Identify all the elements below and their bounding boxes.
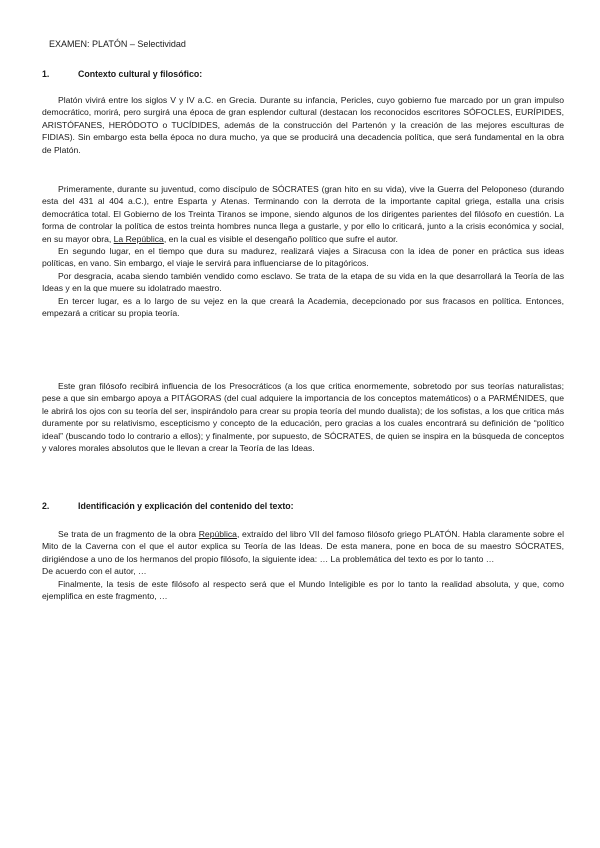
section-1-paragraph-5: En tercer lugar, es a lo largo de su vejez en la que creará la Academia, decepcionado por sus fracasos en política. Entonces, empezará a criticar su propia teoría. bbox=[42, 295, 564, 319]
book-title-republica: República bbox=[198, 529, 237, 539]
section-1-paragraph-3: En segundo lugar, en el tiempo que dura su madurez, realizará viajes a Siracusa con la idea de poner en práctica sus ideas políticas, en vano. Sin embargo, el viaje le servirá para influenciarse de lo pitagóricos. bbox=[42, 246, 564, 269]
paragraph-text: Se trata de un fragmento de la obra bbox=[58, 529, 199, 539]
section-2-heading bbox=[42, 500, 294, 512]
section-2-paragraph-2: De acuerdo con el autor, … bbox=[42, 566, 147, 577]
section-1-paragraph-2 bbox=[42, 183, 564, 245]
section-1-paragraph-6 bbox=[42, 380, 564, 454]
section-2-number: 2. bbox=[42, 501, 50, 511]
section-1-paragraph-1 bbox=[42, 94, 564, 156]
section-1-paragraphs-group bbox=[42, 183, 564, 319]
section-1-paragraph-4: Por desgracia, acaba siendo también vendido como esclavo. Se trata de la etapa de su vida en la que desarrollará la Teoría de las Ideas y en la que muere su idolatrado maestro. bbox=[42, 270, 564, 294]
section-1-heading bbox=[42, 68, 202, 80]
section-2-paragraphs-group bbox=[42, 528, 564, 602]
paragraph-text: Este gran filósofo recibirá influencia de los Presocráticos (a los que critica enormemente, sobretodo por sus teorías naturalistas; pese a que sin embargo apoya a PITÁGORAS (del cual adquiere la importancia de los conceptos matemáticos) o a PARMÉNIDES, que le abrirá los ojos con su teoría del ser, inspirándolo para crear su propia teoría del mundo dualista); de los sofistas, a los que critica más duramente por su relativismo, escepticismo y concepto de la educación, pero gracias a los cuales encontrará su definición de “político ideal” (buscando todo lo contrario a ellos); y finalmente, por supuesto, de SÓCRATES, de quien se inspira en la búsqueda de conceptos y valores morales absolutos que le llevan a crear la Teoría de las Ideas. bbox=[42, 381, 564, 454]
paragraph-text: , extraído del libro VII del famoso filósofo griego PLATÓN. Habla claramente sobre el Mito de la Caverna con el que el autor explica su Teoría de las Ideas. De esta manera, pone en boca de su maestro SÓCRATES, dirigiéndose a uno de los hermanos del propio filósofo, la siguiente idea: … La problemática del texto es por lo tanto … bbox=[42, 529, 564, 564]
section-1-number: 1. bbox=[42, 69, 50, 79]
paragraph-text: Platón vivirá entre los siglos V y IV a.C. en Grecia. Durante su infancia, Pericles, cuyo gobierno fue marcado por un gran impulso democrático, morirá, pero surgirá una época de gran esplendor cultural (destacan los reconocidos escritores SÓFOCLES, EURÍPIDES, ARISTÓFANES, HERÓDOTO o TUCÍDIDES, además de la construcción del Partenón y la creación de las mejores esculturas de FIDIAS). Sin embargo esta bella época no dura mucho, ya que se producirá una decadencia política, que será fundamental en la obra de Platón. bbox=[42, 95, 564, 155]
section-2-title: Identificación y explicación del contenido del texto: bbox=[78, 501, 294, 511]
section-2-paragraph-3: Finalmente, la tesis de este filósofo al respecto será que el Mundo Inteligible es por lo tanto la realidad absoluta, y que, como ejemplifica en este fragmento, … bbox=[42, 578, 564, 602]
book-title-la-republica: La República bbox=[113, 233, 164, 244]
paragraph-text: Primeramente, durante su juventud, como discípulo de SÓCRATES (gran hito en su vida), vive la Guerra del Peloponeso (durando esta del 431 al 404 a.C.), entre Esparta y Atenas. Terminando con la derrota de la importante capital griega, estalla una crisis democrática total. El Gobierno de los Treinta Tiranos se impone, siendo algunos de los dirigentes parientes del filósofo en cuestión. La forma de controlar la política de estos treinta hombres nunca llega a gustarle, y por ello lo criticará, junto a la crisis económica y social, en su mayor obra, bbox=[42, 184, 564, 244]
section-2-paragraph-1 bbox=[42, 528, 564, 565]
section-1-title: Contexto cultural y filosófico: bbox=[78, 69, 203, 79]
paragraph-text: , en la cual es visible el desengaño político que sufre el autor. bbox=[163, 233, 398, 244]
document-header: EXAMEN: PLATÓN – Selectividad bbox=[49, 39, 186, 49]
